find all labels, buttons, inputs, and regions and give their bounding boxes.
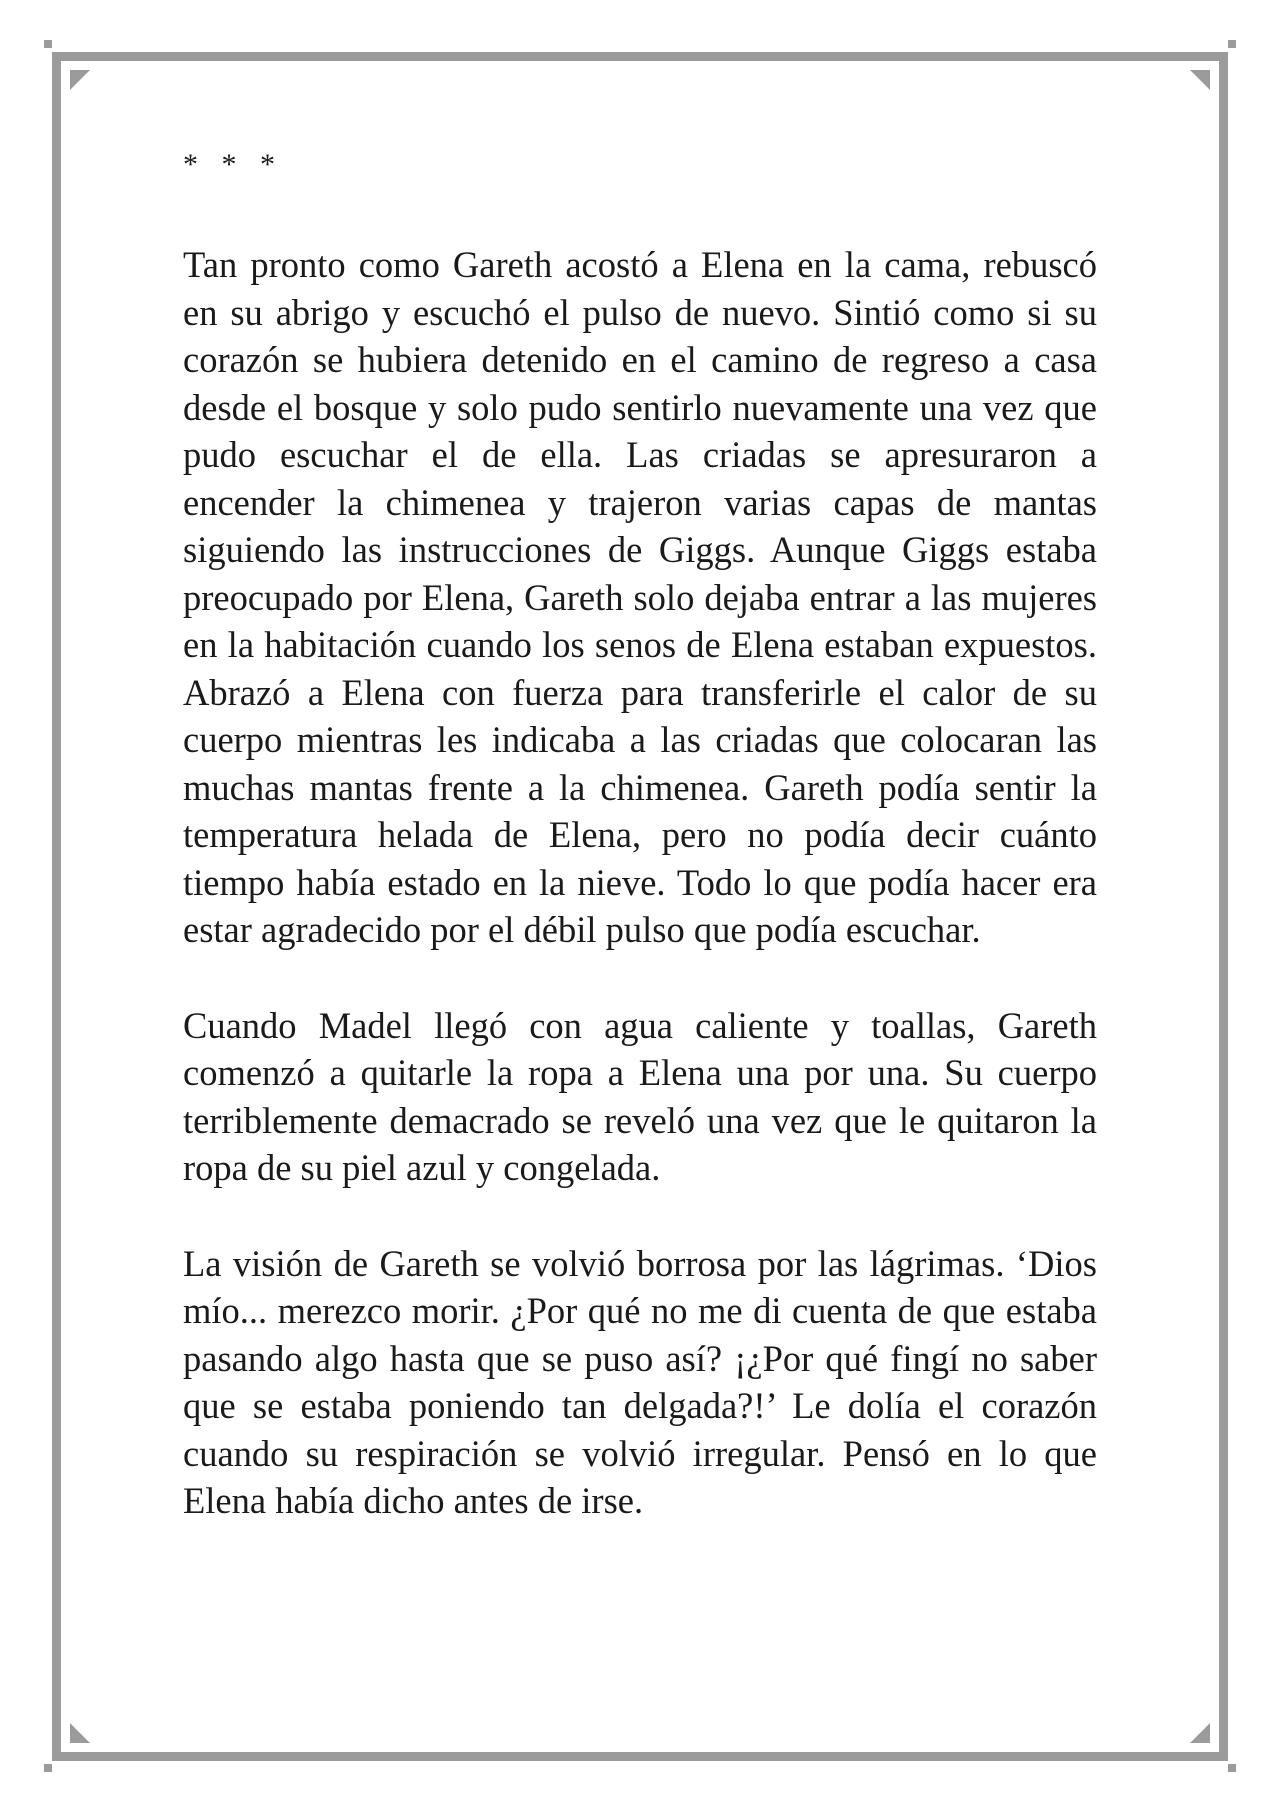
frame-right-border <box>1219 52 1228 1761</box>
scene-break: * * * <box>183 148 283 181</box>
corner-triangle-ornament <box>1190 1723 1210 1743</box>
corner-triangle-ornament <box>1190 70 1210 90</box>
corner-triangle-ornament <box>70 70 90 90</box>
corner-triangle-ornament <box>70 1723 90 1743</box>
paragraph: Tan pronto como Gareth acostó a Elena en la cama, rebuscó en su abrigo y escuchó el pulso de nuevo. Sintió como si su corazón se hubiera detenido en el camino de regreso a casa desde el bosque y solo pudo sentirlo nuevamente una vez que pudo escuchar el de ella. Las criadas se apresuraron a encender la chimenea y trajeron varias capas de mantas siguiendo las instrucciones de Giggs. Aunque Giggs estaba preocupado por Elena, Gareth solo dejaba entrar a las mujeres en la habitación cuando los senos de Elena estaban expuestos. Abrazó a Elena con fuerza para transferirle el calor de su cuerpo mientras les indicaba a las criadas que colocaran las muchas mantas frente a la chimenea. Gareth podía sentir la temperatura helada de Elena, pero no podía decir cuánto tiempo había estado en la nieve. Todo lo que podía hacer era estar agradecido por el débil pulso que podía escuchar. <box>183 244 1097 950</box>
frame-corner-ornament <box>1228 1764 1236 1772</box>
paragraph: Cuando Madel llegó con agua caliente y toallas, Gareth comenzó a quitarle la ropa a Elena una por una. Su cuerpo terriblemente demacrado se reveló una vez que le quitaron la ropa de su piel azul y congelada. <box>183 1004 1097 1188</box>
page-content <box>183 145 1097 1573</box>
frame-corner-ornament <box>44 40 52 48</box>
frame-bottom-border <box>52 1752 1228 1761</box>
frame-top-border <box>52 52 1228 61</box>
frame-corner-ornament <box>1228 40 1236 48</box>
paragraph: La visión de Gareth se volvió borrosa por las lágrimas. ‘Dios mío... merezco morir. ¿Por qué no me di cuenta de que estaba pasando algo hasta que se puso así? ¡¿Por qué fingí no saber que se estaba poniendo tan delgada?!’ Le dolía el corazón cuando su respiración se volvió irregular. Pensó en lo que Elena había dicho antes de irse. <box>183 1242 1097 1521</box>
frame-left-border <box>52 52 61 1761</box>
frame-corner-ornament <box>44 1764 52 1772</box>
